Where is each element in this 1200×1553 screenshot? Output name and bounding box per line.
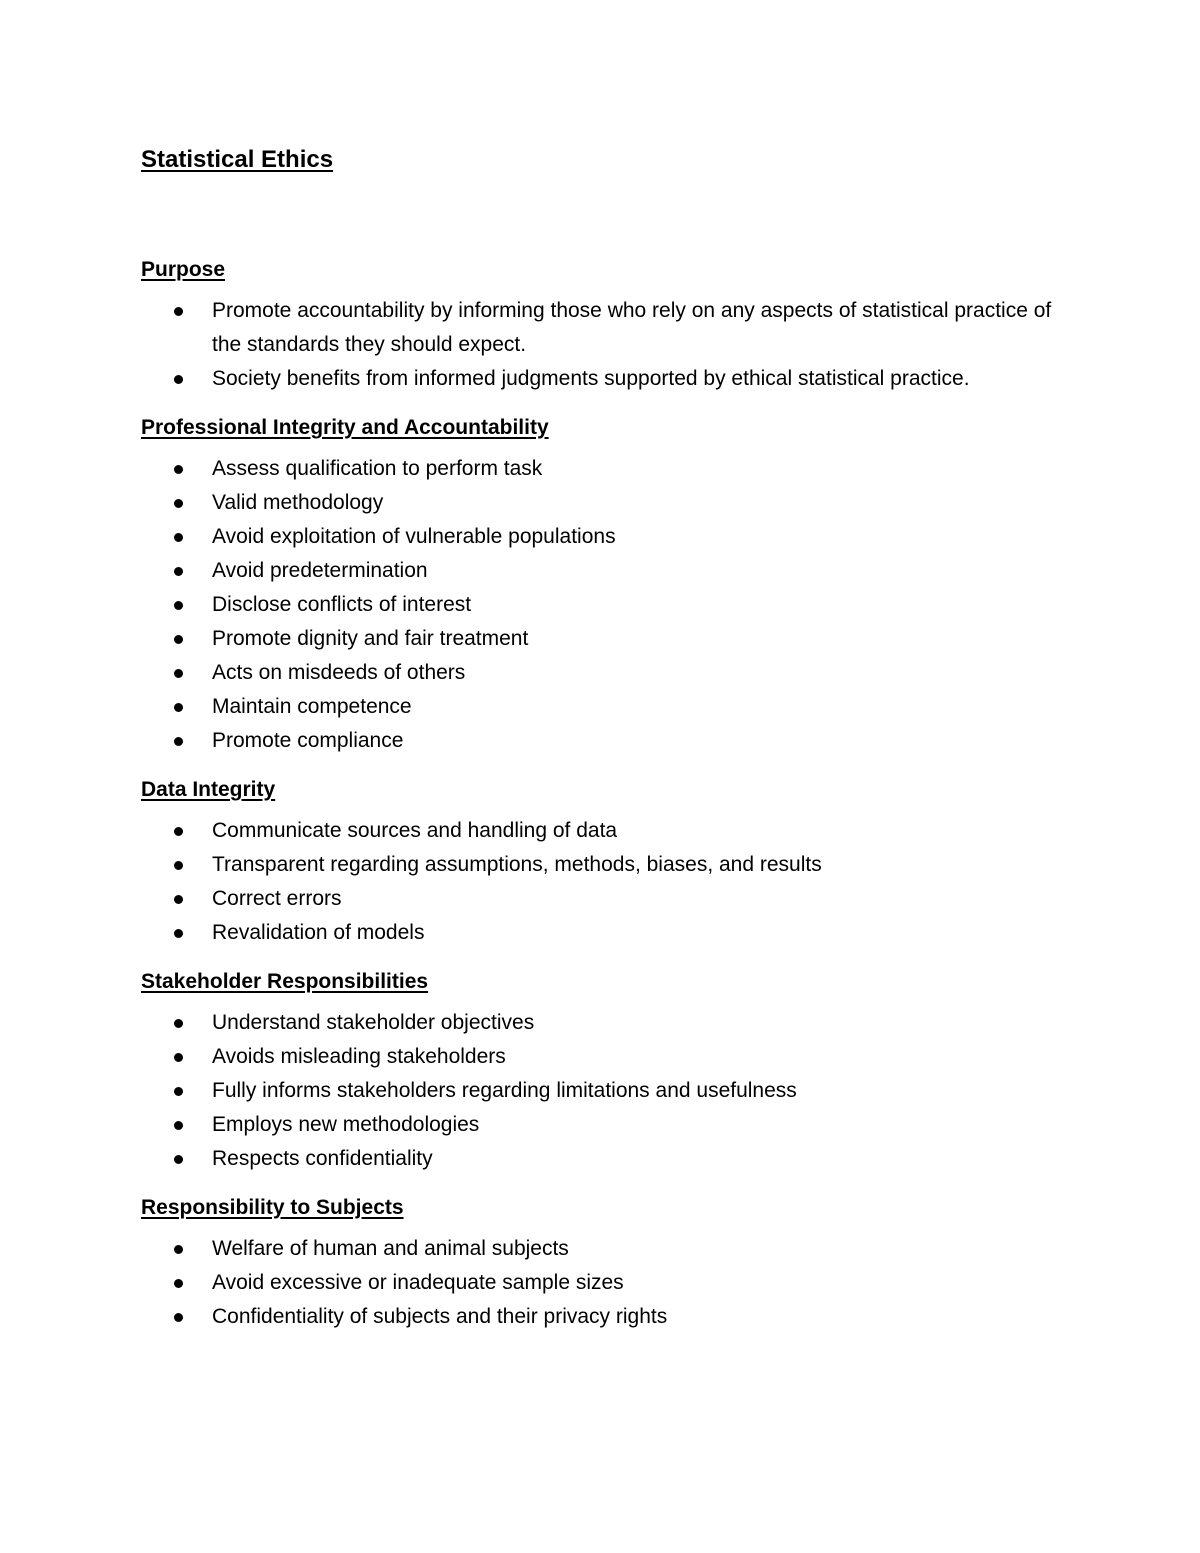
section — [141, 412, 1061, 758]
list-item — [141, 362, 1061, 396]
bullet-icon — [174, 703, 183, 712]
bullet-icon — [174, 737, 183, 746]
bullet-icon — [174, 827, 183, 836]
bullet-icon — [174, 375, 183, 384]
bullet-icon — [174, 533, 183, 542]
list-item-text: Promote accountability by informing those who rely on any aspects of statistical practice of the standards they should expect. — [212, 299, 1052, 356]
document-title: Statistical Ethics — [141, 146, 334, 173]
list-item — [141, 814, 1061, 848]
list-item — [141, 916, 1061, 950]
bullet-icon — [174, 1053, 183, 1062]
list-item — [141, 882, 1061, 916]
list-item — [141, 1074, 1061, 1108]
list-item — [141, 848, 1061, 882]
list-item — [141, 588, 1061, 622]
list-item-text: Avoid predetermination — [212, 559, 428, 582]
list-item-text: Fully informs stakeholders regarding limitations and usefulness — [212, 1079, 797, 1102]
list-item-text: Avoids misleading stakeholders — [212, 1045, 506, 1068]
list-item-text: Disclose conflicts of interest — [212, 593, 472, 616]
bullet-icon — [174, 1279, 183, 1288]
bullet-list — [141, 1006, 1061, 1176]
bullet-icon — [174, 929, 183, 938]
bullet-icon — [174, 567, 183, 576]
list-item-text: Respects confidentiality — [212, 1147, 433, 1170]
list-item-text: Revalidation of models — [212, 921, 425, 944]
bullet-icon — [174, 465, 183, 474]
bullet-icon — [174, 1019, 183, 1028]
section-heading: Stakeholder Responsibilities — [141, 970, 429, 993]
list-item-text: Avoid exploitation of vulnerable populations — [212, 525, 616, 548]
list-item-text: Promote dignity and fair treatment — [212, 627, 529, 650]
list-item-text: Society benefits from informed judgments supported by ethical statistical practice. — [212, 367, 970, 390]
bullet-icon — [174, 499, 183, 508]
bullet-list — [141, 452, 1061, 758]
list-item-text: Welfare of human and animal subjects — [212, 1237, 569, 1260]
list-item-text: Maintain competence — [212, 695, 412, 718]
list-item — [141, 656, 1061, 690]
bullet-icon — [174, 669, 183, 678]
section — [141, 1192, 1061, 1334]
list-item — [141, 724, 1061, 758]
bullet-icon — [174, 635, 183, 644]
list-item-text: Acts on misdeeds of others — [212, 661, 466, 684]
list-item — [141, 622, 1061, 656]
section — [141, 774, 1061, 950]
list-item — [141, 1006, 1061, 1040]
list-item — [141, 1232, 1061, 1266]
bullet-icon — [174, 1155, 183, 1164]
list-item-text: Confidentiality of subjects and their privacy rights — [212, 1305, 668, 1328]
section-heading: Data Integrity — [141, 778, 276, 801]
bullet-icon — [174, 1313, 183, 1322]
bullet-icon — [174, 861, 183, 870]
section — [141, 966, 1061, 1176]
list-item — [141, 690, 1061, 724]
list-item-text: Avoid excessive or inadequate sample sizes — [212, 1271, 624, 1294]
list-item — [141, 1108, 1061, 1142]
list-item — [141, 1142, 1061, 1176]
bullet-icon — [174, 895, 183, 904]
list-item — [141, 520, 1061, 554]
bullet-list — [141, 1232, 1061, 1334]
list-item — [141, 1040, 1061, 1074]
bullet-icon — [174, 601, 183, 610]
bullet-icon — [174, 1121, 183, 1130]
bullet-list — [141, 294, 1061, 396]
bullet-list — [141, 814, 1061, 950]
section-heading: Responsibility to Subjects — [141, 1196, 404, 1219]
bullet-icon — [174, 307, 183, 316]
list-item-text: Employs new methodologies — [212, 1113, 480, 1136]
section-heading: Purpose — [141, 258, 226, 281]
list-item — [141, 1300, 1061, 1334]
list-item — [141, 452, 1061, 486]
section — [141, 254, 1061, 396]
bullet-icon — [174, 1087, 183, 1096]
list-item-text: Promote compliance — [212, 729, 404, 752]
list-item-text: Transparent regarding assumptions, methods, biases, and results — [212, 853, 822, 876]
list-item-text: Assess qualification to perform task — [212, 457, 543, 480]
list-item-text: Correct errors — [212, 887, 342, 910]
bullet-icon — [174, 1245, 183, 1254]
section-heading: Professional Integrity and Accountability — [141, 416, 549, 439]
list-item — [141, 486, 1061, 520]
list-item — [141, 1266, 1061, 1300]
list-item-text: Understand stakeholder objectives — [212, 1011, 535, 1034]
list-item-text: Communicate sources and handling of data — [212, 819, 618, 842]
document-body — [141, 142, 1061, 1334]
list-item — [141, 554, 1061, 588]
list-item-text: Valid methodology — [212, 491, 384, 514]
list-item — [141, 294, 1061, 362]
sections-container — [141, 254, 1061, 1334]
